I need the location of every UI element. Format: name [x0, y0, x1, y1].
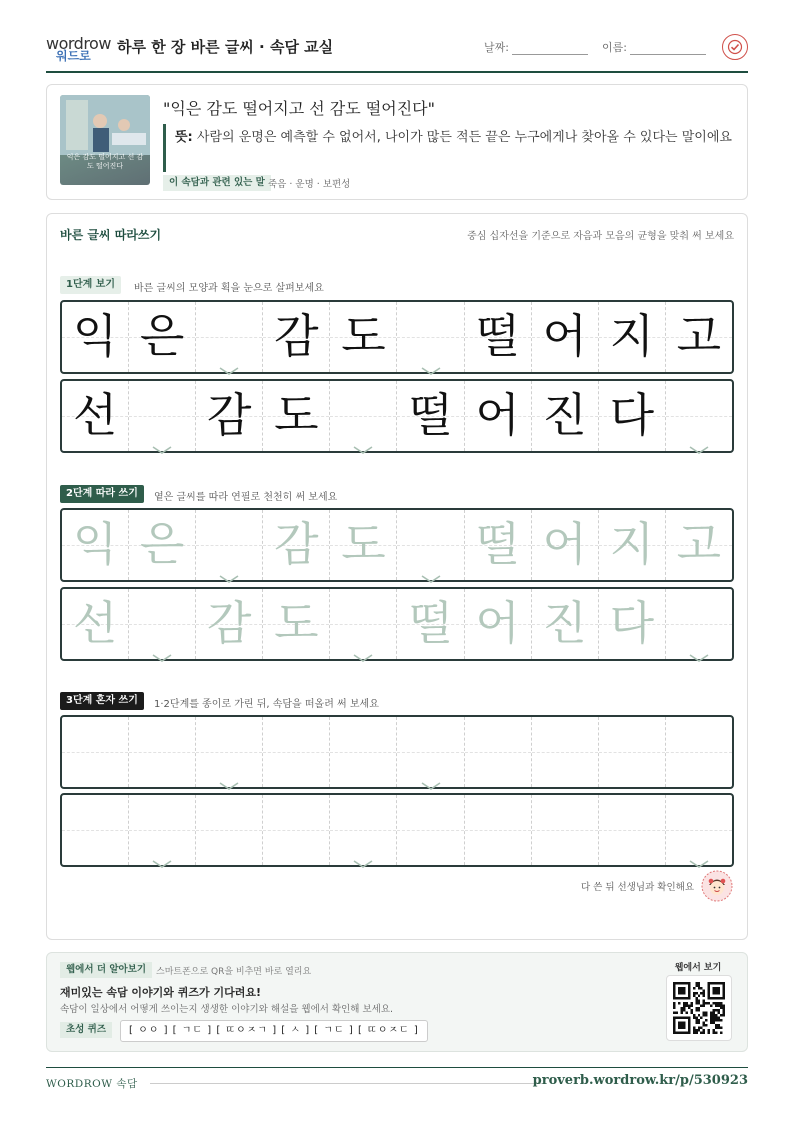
writing-cell[interactable] — [532, 510, 599, 580]
practice-char: 감 — [274, 309, 319, 363]
space-mark-icon — [353, 853, 373, 861]
space-mark-icon — [689, 853, 709, 861]
footer-divider — [46, 1067, 748, 1068]
writing-cell[interactable] — [666, 589, 732, 659]
writing-cell[interactable] — [397, 717, 464, 787]
writing-cell[interactable] — [196, 795, 263, 865]
writing-cell[interactable] — [62, 795, 129, 865]
writing-cell[interactable] — [666, 717, 732, 787]
writing-cell — [129, 302, 196, 372]
practice-char: 도 — [341, 309, 386, 363]
writing-cell[interactable] — [263, 510, 330, 580]
space-mark-icon — [689, 439, 709, 447]
practice-char: 떨 — [475, 517, 520, 571]
writing-cell — [330, 381, 397, 451]
writing-cell — [666, 381, 732, 451]
writing-cell — [599, 302, 666, 372]
practice-char: 어 — [542, 517, 587, 571]
proverb-illustration — [60, 95, 150, 185]
meaning-text: 사람의 운명은 예측할 수 없어서, 나이가 많든 적든 끝은 누구에게나 찾아올 수 있다는 말이에요 — [196, 130, 732, 145]
practice-char: 진 — [542, 388, 587, 442]
space-mark-icon — [421, 360, 441, 368]
practice-char: 은 — [139, 309, 185, 363]
step1-row-1 — [60, 300, 734, 374]
practice-title: 바른 글씨 따라쓰기 — [60, 228, 162, 242]
practice-char: 어 — [475, 388, 520, 442]
writing-cell — [666, 302, 732, 372]
writing-cell[interactable] — [397, 795, 464, 865]
web-title: 재미있는 속담 이야기와 퀴즈가 기다려요! — [60, 986, 261, 999]
step3-row-2[interactable] — [60, 793, 734, 867]
writing-cell[interactable] — [330, 589, 397, 659]
writing-cell[interactable] — [129, 510, 196, 580]
web-sub: 스마트폰으로 QR을 비추면 바로 열리요 — [156, 967, 312, 977]
step2-row-1[interactable] — [60, 508, 734, 582]
space-mark-icon — [219, 775, 239, 783]
practice-char: 익 — [72, 309, 118, 363]
logo-korean: 워드로 — [56, 49, 91, 63]
writing-cell — [397, 302, 464, 372]
space-mark-icon — [353, 439, 373, 447]
space-mark-icon — [152, 439, 172, 447]
meaning-block — [175, 128, 735, 147]
qr-code-icon[interactable] — [666, 975, 732, 1041]
footer-rule — [150, 1083, 542, 1084]
meaning-accent-bar — [163, 124, 166, 172]
meaning-label: 뜻: — [175, 130, 193, 145]
date-field[interactable] — [512, 54, 588, 55]
wordrow-logo — [46, 34, 111, 64]
quiz-label: 초성 퀴즈 — [60, 1022, 112, 1038]
illustration-caption: 익은 감도 떨어지고 선 감도 떨어진다 — [66, 153, 144, 170]
practice-char: 선 — [72, 596, 118, 650]
space-mark-icon — [421, 775, 441, 783]
writing-cell — [263, 381, 330, 451]
step3-desc: 1·2단계를 종이로 가린 뒤, 속담을 떠올려 써 보세요 — [154, 699, 379, 710]
page-title: 하루 한 장 바른 글씨 · 속담 교실 — [117, 38, 334, 56]
writing-cell[interactable] — [129, 795, 196, 865]
writing-cell[interactable] — [330, 795, 397, 865]
writing-cell — [532, 381, 599, 451]
writing-cell[interactable] — [599, 589, 666, 659]
logo-wordmark: wordrow — [46, 34, 111, 53]
writing-cell[interactable] — [263, 589, 330, 659]
writing-cell — [465, 302, 532, 372]
writing-cell[interactable] — [196, 717, 263, 787]
related-words: 죽음 · 운명 · 보편성 — [268, 179, 351, 190]
practice-char: 지 — [609, 517, 655, 571]
writing-cell[interactable] — [196, 589, 263, 659]
step3-row-1[interactable] — [60, 715, 734, 789]
name-label: 이름: — [602, 41, 627, 54]
check-stamp-icon — [722, 34, 748, 60]
date-label: 날짜: — [484, 41, 509, 54]
writing-cell — [196, 381, 263, 451]
practice-note: 중심 십자선을 기준으로 자음과 모음의 균형을 맞춰 써 보세요 — [467, 231, 734, 242]
practice-char: 어 — [542, 309, 587, 363]
done-note: 다 쓴 뒤 선생님과 확인해요 — [580, 882, 694, 893]
writing-cell — [397, 381, 464, 451]
step2-badge: 2단계 따라 쓰기 — [60, 485, 144, 503]
writing-cell[interactable] — [263, 717, 330, 787]
space-mark-icon — [152, 647, 172, 655]
writing-cell[interactable] — [465, 510, 532, 580]
qr-label: 웹에서 보기 — [674, 963, 722, 973]
web-more-tag: 웹에서 더 알아보기 — [60, 962, 152, 978]
practice-char: 고 — [676, 309, 722, 363]
writing-cell[interactable] — [397, 510, 464, 580]
writing-cell[interactable] — [62, 717, 129, 787]
step1-badge: 1단계 보기 — [60, 276, 121, 294]
writing-cell[interactable] — [465, 717, 532, 787]
writing-cell[interactable] — [666, 795, 732, 865]
step1-row-2 — [60, 379, 734, 453]
writing-cell — [196, 302, 263, 372]
footer-brand: WORDROW 속담 — [46, 1078, 138, 1090]
writing-cell[interactable] — [129, 589, 196, 659]
writing-cell[interactable] — [330, 510, 397, 580]
space-mark-icon — [421, 568, 441, 576]
writing-cell[interactable] — [330, 717, 397, 787]
proverb-text: "익은 감도 떨어지고 선 감도 떨어진다" — [163, 99, 435, 118]
practice-char: 감 — [207, 388, 252, 442]
writing-cell[interactable] — [532, 717, 599, 787]
writing-cell[interactable] — [532, 795, 599, 865]
writing-cell[interactable] — [599, 510, 666, 580]
practice-char: 은 — [139, 517, 185, 571]
space-mark-icon — [353, 647, 373, 655]
name-field[interactable] — [630, 54, 706, 55]
writing-cell[interactable] — [465, 795, 532, 865]
step1-desc: 바른 글씨의 모양과 획을 눈으로 살펴보세요 — [134, 283, 324, 294]
practice-char: 떨 — [408, 388, 453, 442]
writing-cell[interactable] — [532, 589, 599, 659]
space-mark-icon — [152, 853, 172, 861]
writing-cell — [599, 381, 666, 451]
writing-cell[interactable] — [599, 717, 666, 787]
writing-cell — [465, 381, 532, 451]
writing-cell — [129, 381, 196, 451]
writing-cell[interactable] — [62, 589, 129, 659]
footer-url[interactable]: proverb.wordrow.kr/p/530923 — [532, 1073, 748, 1088]
space-mark-icon — [689, 647, 709, 655]
practice-char: 익 — [72, 517, 118, 571]
practice-char: 떨 — [475, 309, 520, 363]
practice-char: 감 — [207, 596, 252, 650]
writing-cell[interactable] — [62, 510, 129, 580]
writing-cell[interactable] — [465, 589, 532, 659]
practice-char: 다 — [609, 388, 655, 442]
writing-cell[interactable] — [196, 510, 263, 580]
related-label: 이 속담과 관련 있는 말 — [163, 175, 271, 191]
practice-char: 도 — [274, 388, 319, 442]
step3-badge: 3단계 혼자 쓰기 — [60, 692, 144, 710]
step2-desc: 옅은 글씨를 따라 연필로 천천히 써 보세요 — [154, 492, 338, 503]
writing-cell[interactable] — [397, 589, 464, 659]
writing-cell — [532, 302, 599, 372]
writing-cell[interactable] — [129, 717, 196, 787]
practice-char: 선 — [72, 388, 118, 442]
step2-row-2[interactable] — [60, 587, 734, 661]
good-job-badge-icon — [701, 870, 733, 902]
practice-char: 도 — [341, 517, 386, 571]
header-divider — [46, 71, 748, 73]
practice-char: 떨 — [408, 596, 453, 650]
writing-cell[interactable] — [666, 510, 732, 580]
practice-char: 지 — [609, 309, 655, 363]
practice-char: 감 — [274, 517, 319, 571]
space-mark-icon — [219, 568, 239, 576]
space-mark-icon — [219, 360, 239, 368]
writing-cell — [62, 381, 129, 451]
writing-cell[interactable] — [599, 795, 666, 865]
writing-cell — [330, 302, 397, 372]
writing-cell — [62, 302, 129, 372]
practice-char: 고 — [676, 517, 722, 571]
practice-char: 다 — [609, 596, 655, 650]
chosung-quiz: [ ㅇㅇ ] [ ㄱㄷ ] [ ㄸㅇㅈㄱ ] [ ㅅ ] [ ㄱㄷ ] [ ㄸㅇㅈㄷ ] — [120, 1020, 428, 1042]
writing-cell[interactable] — [263, 795, 330, 865]
practice-char: 어 — [475, 596, 520, 650]
practice-char: 진 — [542, 596, 587, 650]
practice-char: 도 — [274, 596, 319, 650]
web-desc: 속담이 일상에서 어떻게 쓰이는지 생생한 이야기와 해설을 웹에서 확인해 보세요. — [60, 1004, 394, 1015]
writing-cell — [263, 302, 330, 372]
